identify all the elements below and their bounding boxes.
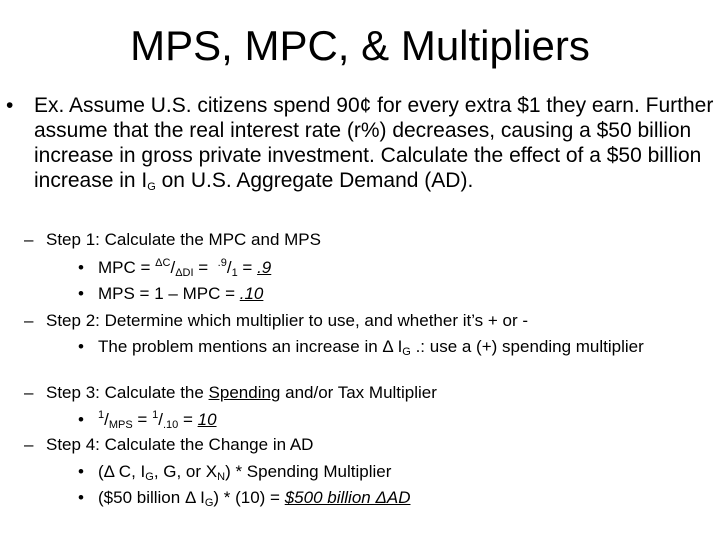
formula-answer: 10 — [197, 410, 217, 429]
mpc-answer: .9 — [257, 258, 272, 277]
mpc-item — [78, 257, 698, 279]
bullet-glyph: • — [78, 488, 84, 507]
line1-part1: (Δ C, I — [98, 462, 146, 481]
dash-glyph: – — [24, 435, 34, 454]
formula-equals: = — [132, 410, 153, 429]
dash-glyph: – — [24, 383, 34, 402]
line2-part1: ($50 billion Δ I — [98, 488, 205, 507]
formula-numerator: 1 — [98, 409, 105, 421]
bullet-glyph: • — [78, 462, 84, 481]
line1-sub2: N — [217, 471, 226, 483]
formula-denominator: MPS — [108, 419, 133, 431]
bullet-glyph: • — [78, 258, 84, 277]
step2-text-part2: .: use a (+) spending multiplier — [410, 337, 644, 356]
main-bullet — [6, 93, 714, 193]
line1-sub1: G — [145, 471, 154, 483]
step2-text-part1: The problem mentions an increase in Δ I — [98, 337, 403, 356]
bullet-glyph: • — [6, 94, 14, 117]
main-text-part1: Ex. Assume U.S. citizens spend 90¢ for every extra $1 they earn. Further assume that the real interest rate (r%) decreases, causing a $50 billion increase in gross private investment. Calculate the effect of a $50 billion increase in I — [34, 94, 714, 192]
formula-numerator2: 1 — [152, 409, 159, 421]
slide-title: MPS, MPC, & Multipliers — [130, 22, 590, 69]
mpc-numerator: ΔC — [155, 257, 171, 269]
step3-label-post: and/or Tax Multiplier — [280, 383, 437, 402]
line2-part2: ) * (10) = — [213, 488, 285, 507]
mpc-lead: MPC = — [98, 258, 156, 277]
step4-item — [24, 434, 314, 455]
multiplier-formula-item — [78, 409, 698, 431]
mpc-mid: = — [193, 258, 218, 277]
change-in-ad-formula — [78, 461, 698, 483]
mpc-slash: / — [170, 258, 176, 277]
step2-subscript: G — [402, 346, 411, 358]
step3-label-pre: Step 3: Calculate the — [46, 383, 209, 402]
change-in-ad-calculation — [78, 487, 698, 509]
line1-part3: ) * Spending Multiplier — [225, 462, 392, 481]
mpc-slash2: / — [226, 258, 232, 277]
formula-denominator2: .10 — [162, 419, 179, 431]
formula-slash2: / — [158, 410, 163, 429]
step2-label: Step 2: Determine which multiplier to use, and whether it’s + or - — [46, 311, 529, 330]
mps-answer: .10 — [239, 284, 264, 303]
line1-part2: , G, or X — [153, 462, 218, 481]
mpc-denominator2: 1 — [231, 267, 238, 279]
formula-slash: / — [104, 410, 109, 429]
bullet-glyph: • — [78, 284, 84, 303]
dash-glyph: – — [24, 311, 34, 330]
step1-item — [24, 229, 321, 250]
mpc-equals: = — [237, 258, 258, 277]
line2-sub1: G — [204, 497, 214, 509]
bullet-glyph: • — [78, 410, 84, 429]
main-subscript: G — [147, 181, 156, 193]
main-text-part2: on U.S. Aggregate Demand (AD). — [155, 169, 474, 192]
mpc-numerator2: .9 — [217, 257, 227, 269]
step3-item — [24, 382, 437, 403]
formula-equals2: = — [178, 410, 198, 429]
bullet-glyph: • — [78, 337, 84, 356]
step1-label: Step 1: Calculate the MPC and MPS — [46, 230, 321, 249]
mpc-denominator: ΔDI — [175, 267, 194, 279]
mps-item — [78, 283, 698, 304]
step4-label: Step 4: Calculate the Change in AD — [46, 435, 314, 454]
dash-glyph: – — [24, 230, 34, 249]
step2-item — [24, 310, 529, 331]
final-answer: $500 billion ΔAD — [284, 488, 411, 507]
step2-detail — [78, 336, 698, 358]
mps-lead: MPS = 1 – MPC = — [98, 284, 240, 303]
step3-label-underlined: Spending — [208, 383, 281, 402]
